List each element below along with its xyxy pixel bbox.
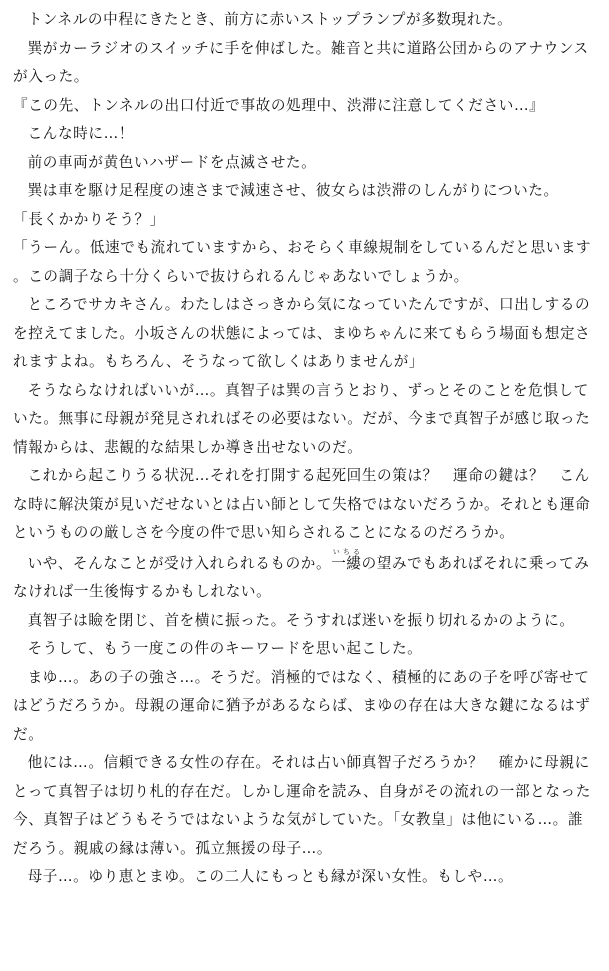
ruby-annotation [331,547,362,572]
paragraph: まゆ…。あの子の強さ…。そうだ。消極的ではなく、積極的にあの子を呼び寄せてはどうだろうか。母親の運命に猶予があるならば、まゆの存在は大きな鍵になるはずだ。 [13,668,591,743]
paragraph-with-ruby [13,548,597,607]
paragraph: そうして、もう一度この件のキーワードを思い起こした。 [27,640,423,657]
paragraph: ところでサカキさん。わたしはさっきから気になっていたんですが、口出しするのを控えてました。小坂さんの状態によっては、まゆちゃんに来てもらう場面も想定されますよね。もちろん、そうなって欲しくはありませんが」 [13,296,591,370]
paragraph: 巽がカーラジオのスイッチに手を伸ばした。雑音と共に道路公団からのアナウンスが入った。 [13,39,589,85]
paragraph: そうならなければいいが…。真智子は巽の言うとおり、ずっとそのことを危惧していた。無事に母親が発見されればその必要はない。だが、今まで真智子が感じ取った情報からは、悲観的な結果しか導き出せないのだ。 [13,381,591,456]
ruby-base: 一縷 [331,554,362,572]
paragraph: 「長くかかりそう？」 [13,210,165,228]
paragraph: 「うーん。低速でも流れていますから、おそらく車線規制をしているんだと思います。この調子なら十分くらいで抜けられるんじゃあないでしょうか。 [13,239,592,285]
novel-page [13,6,597,892]
ruby-reading: いちる [331,547,362,556]
paragraph: 真智子は瞼を閉じ、首を横に振った。そうすれば迷いを振り切れるかのように。 [27,611,575,629]
paragraph-text-after: の望みでもあればそれに乗ってみなければ一生後悔するかもしれない。 [13,554,590,600]
paragraph: 『この先、トンネルの出口付近で事故の処理中、渋滞に注意してください…』 [13,96,545,114]
paragraph: 母子…。ゆり恵とまゆ。この二人にもっとも縁が深い女性。もしや…。 [27,868,514,885]
paragraph: 巽は車を駆け足程度の速さまで減速させ、彼女らは渋滞のしんがりについた。 [27,182,559,199]
paragraph: こんな時に…！ [27,125,134,142]
paragraph-text-before: いや、そんなことが受け入れられるものか。 [27,554,332,572]
paragraph: 他には…。信頼できる女性の存在。それは占い師真智子だろうか？ 確かに母親にとって真智子は切り札的存在だ。しかし運命を読み、自身がその流れの一部となった今、真智子はどうもそうではないような気がしていた。「女教皇」は他にいる…。誰だろう。親戚の縁は薄い。孤立無援の母子…。 [13,754,591,857]
paragraph: 前の車両が黄色いハザードを点滅させた。 [27,153,317,171]
paragraph: トンネルの中程にきたとき、前方に赤いストップランプが多数現れた。 [27,11,513,28]
paragraph: これから起こりうる状況…それを打開する起死回生の策は？ 運命の鍵は？ こんな時に解決策が見いだせないとは占い師として失格ではないだろうか。それとも運命というものの厳しさを今度の件で思い知らされることになるのだろうか。 [13,467,591,541]
